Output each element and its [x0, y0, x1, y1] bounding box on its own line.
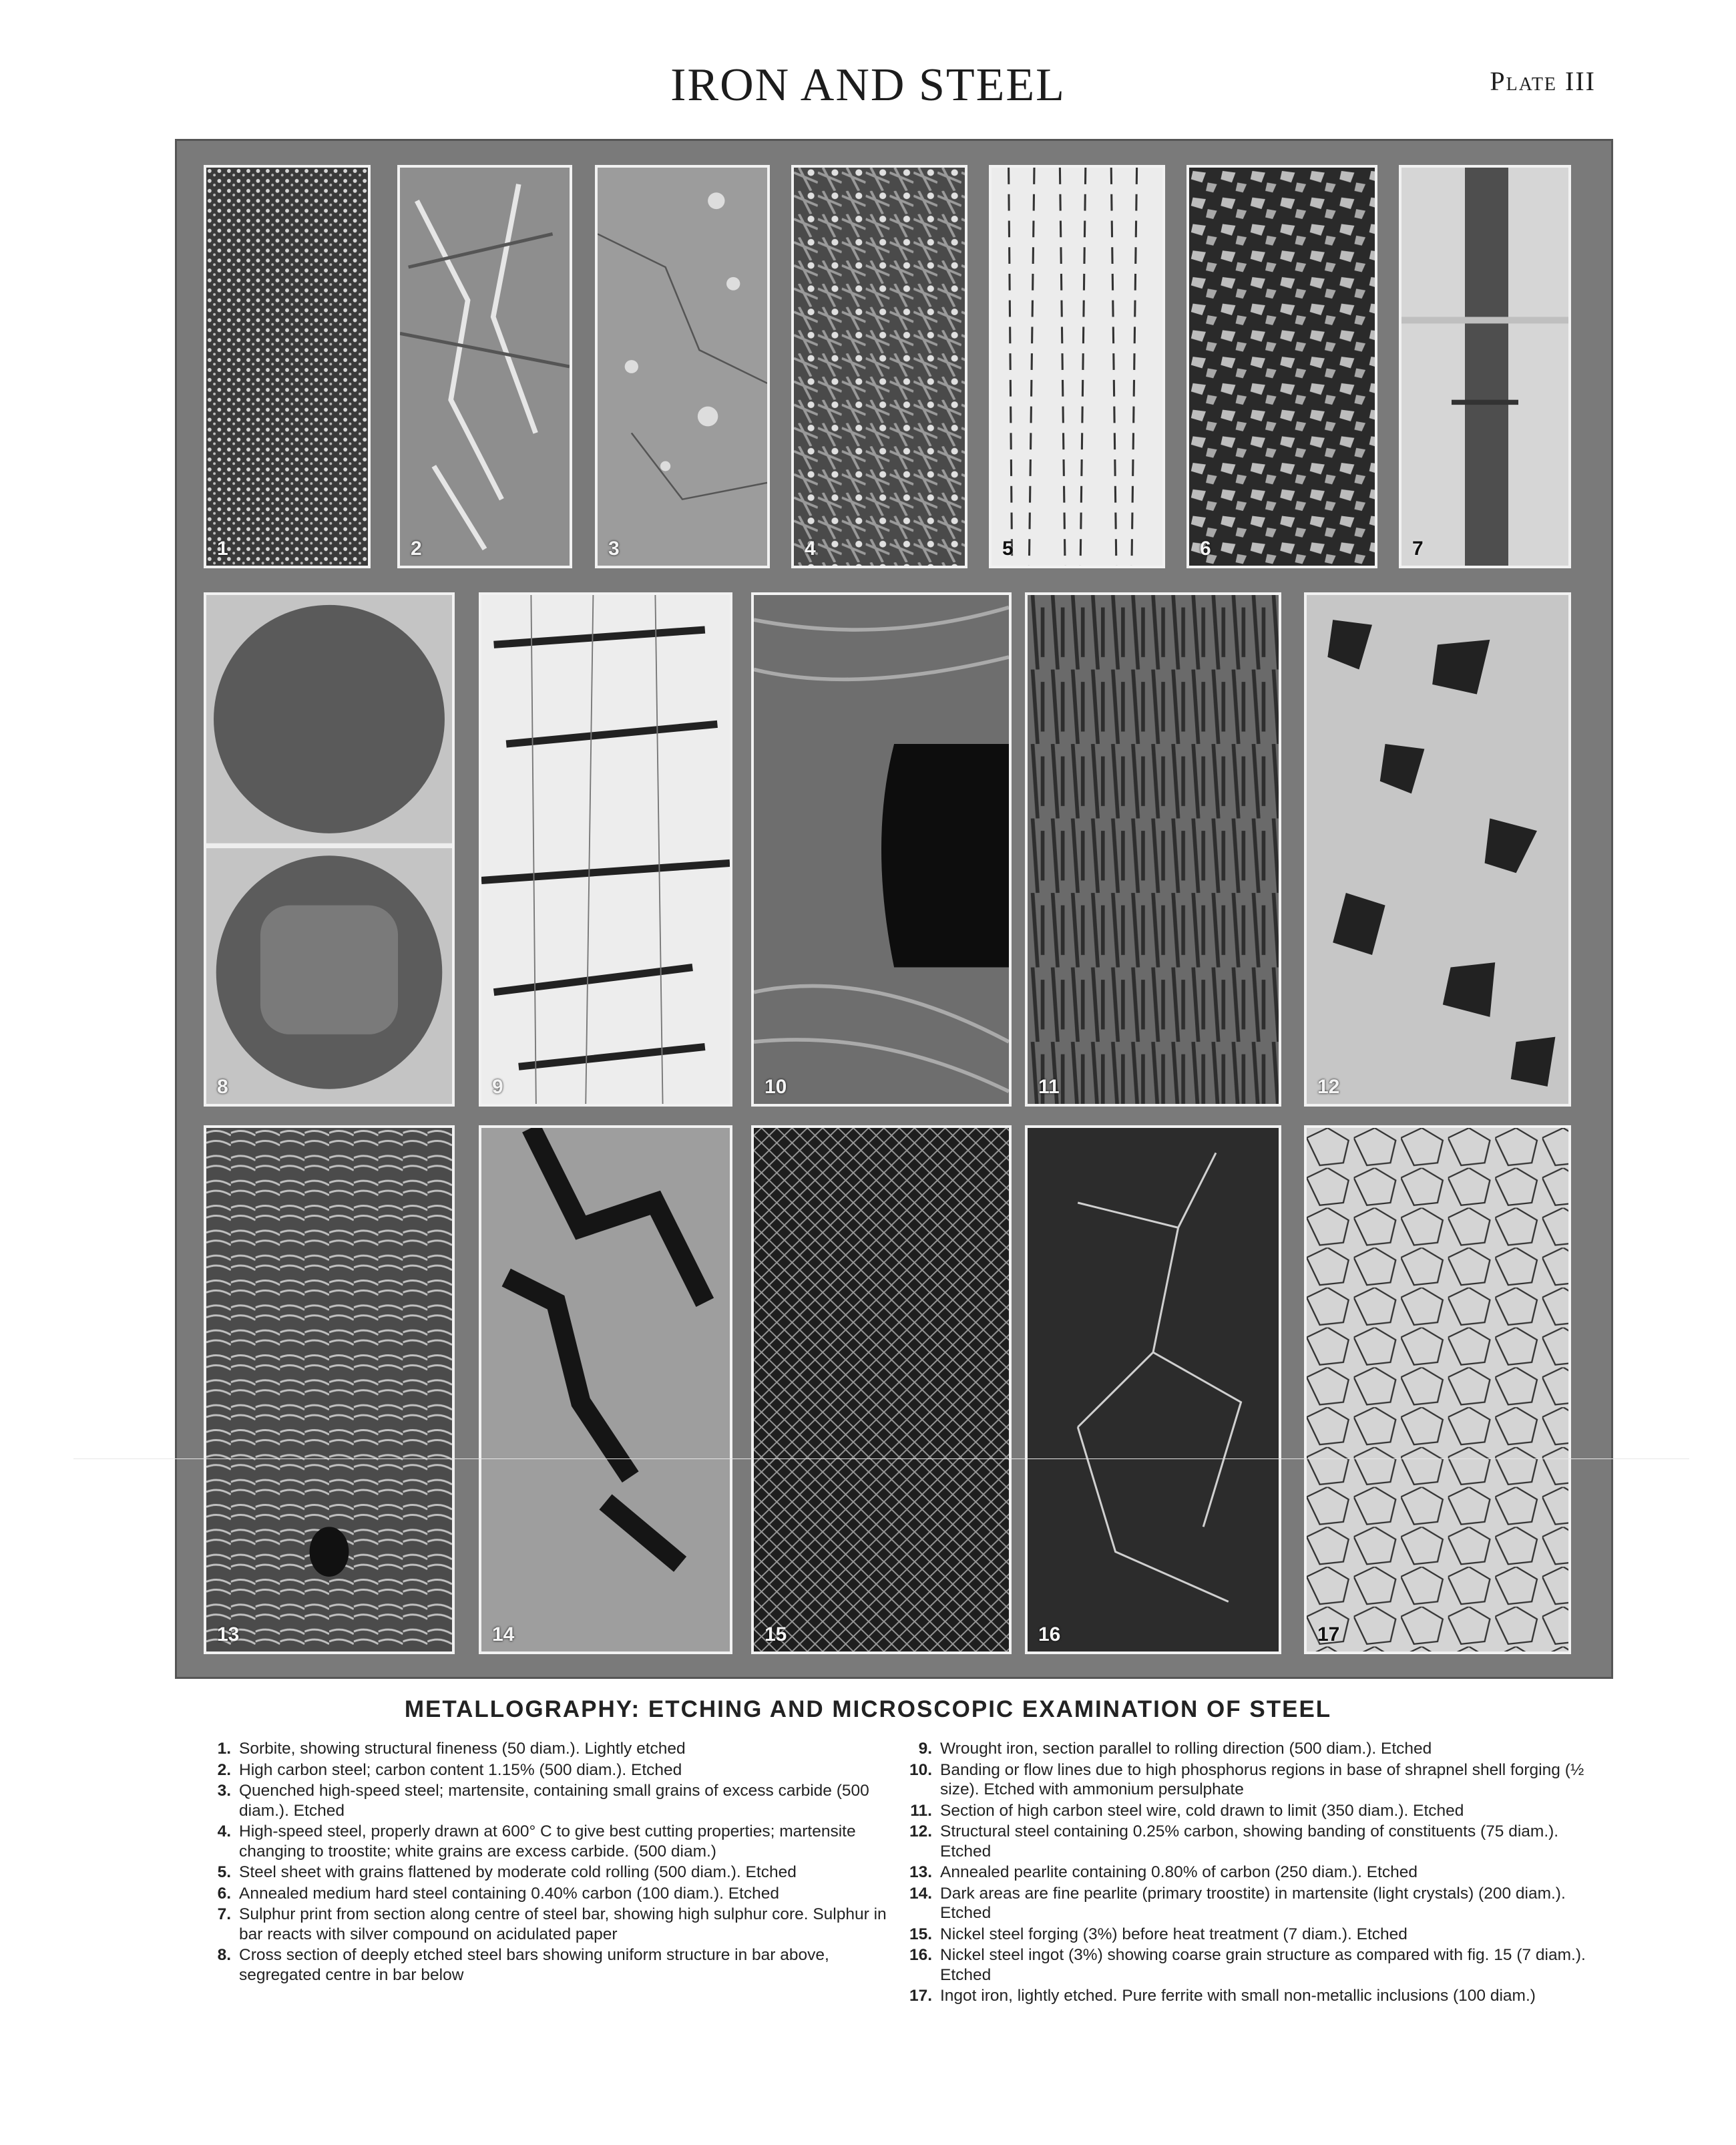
- figure-6-photo: [1186, 165, 1377, 568]
- figure-number: 12: [1317, 1076, 1340, 1098]
- figure-number: 9: [492, 1076, 503, 1098]
- figure-number: 5: [1002, 538, 1014, 560]
- caption-item: 8. Cross section of deeply etched steel bars showing uniform structure in bar above, segregated centre in bar below: [217, 1946, 829, 1984]
- figure-2-photo: [397, 165, 572, 568]
- figure-number: 7: [1412, 538, 1424, 560]
- figure-number: 4: [805, 538, 816, 560]
- caption-item: 11. Section of high carbon steel wire, cold drawn to limit (350 diam.). Etched: [910, 1801, 1464, 1820]
- caption-item: 10. Banding or flow lines due to high phosphorus regions in base of shrapnel shell forging (½ size). Etched with ammonium persulphate: [909, 1760, 1584, 1798]
- figure-number: 13: [217, 1623, 240, 1645]
- caption-item: 15. Nickel steel forging (3%) before heat treatment (7 diam.). Etched: [909, 1925, 1407, 1943]
- caption-right-column: [901, 1739, 1589, 2007]
- figure-11-photo: [1025, 592, 1281, 1107]
- figure-13-photo: [204, 1125, 455, 1654]
- figure-4-photo: [791, 165, 967, 568]
- page-title: IRON AND STEEL: [670, 59, 1066, 111]
- figure-number: 11: [1038, 1076, 1060, 1098]
- caption-item: 1. Sorbite, showing structural fineness (50 diam.). Lightly etched: [217, 1740, 686, 1758]
- figure-12-photo: [1304, 592, 1571, 1107]
- figure-number: 6: [1200, 538, 1211, 560]
- caption-item: 4. High-speed steel, properly drawn at 600° C to give best cutting properties; martensite changing to troostite; white grains are excess carbide. (500 diam.): [217, 1822, 856, 1861]
- caption-left-column: [200, 1739, 888, 1986]
- caption-item: 13. Annealed pearlite containing 0.80% of carbon (250 diam.). Etched: [909, 1863, 1418, 1881]
- figure-7-photo: [1399, 165, 1571, 568]
- figure-8-photo: [204, 592, 455, 1107]
- figure-number: 15: [765, 1623, 787, 1645]
- caption-item: 9. Wrought iron, section parallel to rolling direction (500 diam.). Etched: [918, 1740, 1432, 1758]
- figure-number: 1: [217, 538, 228, 560]
- figure-number: 16: [1038, 1623, 1061, 1645]
- figure-5-photo: [989, 165, 1165, 568]
- photo-plate: [175, 139, 1613, 1679]
- caption-item: 5. Steel sheet with grains flattened by moderate cold rolling (500 diam.). Etched: [217, 1863, 797, 1881]
- figure-9-photo: [479, 592, 732, 1107]
- scan-line: [73, 1458, 1689, 1459]
- caption-item: 12. Structural steel containing 0.25% carbon, showing banding of constituents (75 diam.). Etched: [909, 1822, 1559, 1861]
- caption-item: 14. Dark areas are fine pearlite (primary troostite) in martensite (light crystals) (200 diam.). Etched: [909, 1884, 1566, 1922]
- figure-number: 8: [217, 1076, 228, 1098]
- figure-number: 17: [1317, 1623, 1340, 1645]
- caption-item: 17. Ingot iron, lightly etched. Pure ferrite with small non-metallic inclusions (100 diam.): [909, 1987, 1536, 2005]
- figure-14-photo: [479, 1125, 732, 1654]
- caption-item: 2. High carbon steel; carbon content 1.15% (500 diam.). Etched: [217, 1760, 682, 1779]
- figure-3-photo: [595, 165, 770, 568]
- figure-number: 10: [765, 1076, 787, 1098]
- figure-16-photo: [1025, 1125, 1281, 1654]
- plate-label: Plate III: [1490, 66, 1596, 96]
- caption-title: METALLOGRAPHY: ETCHING AND MICROSCOPIC EXAMINATION OF STEEL: [404, 1696, 1332, 1722]
- figure-number: 2: [411, 538, 422, 560]
- figure-number: 3: [608, 538, 620, 560]
- figure-1-photo: [204, 165, 371, 568]
- figure-15-photo: [751, 1125, 1012, 1654]
- caption-item: 16. Nickel steel ingot (3%) showing coarse grain structure as compared with fig. 15 (7 diam.). Etched: [909, 1946, 1586, 1984]
- caption-item: 3. Quenched high-speed steel; martensite, containing small grains of excess carbide (500 diam.). Etched: [217, 1782, 869, 1820]
- figure-number: 14: [492, 1623, 515, 1645]
- figure-17-photo: [1304, 1125, 1571, 1654]
- caption-item: 6. Annealed medium hard steel containing 0.40% carbon (100 diam.). Etched: [217, 1884, 779, 1903]
- caption-item: 7. Sulphur print from section along centre of steel bar, showing high sulphur core. Sulphur in bar reacts with silver compound on acidulated paper: [217, 1905, 887, 1943]
- figure-10-photo: [751, 592, 1012, 1107]
